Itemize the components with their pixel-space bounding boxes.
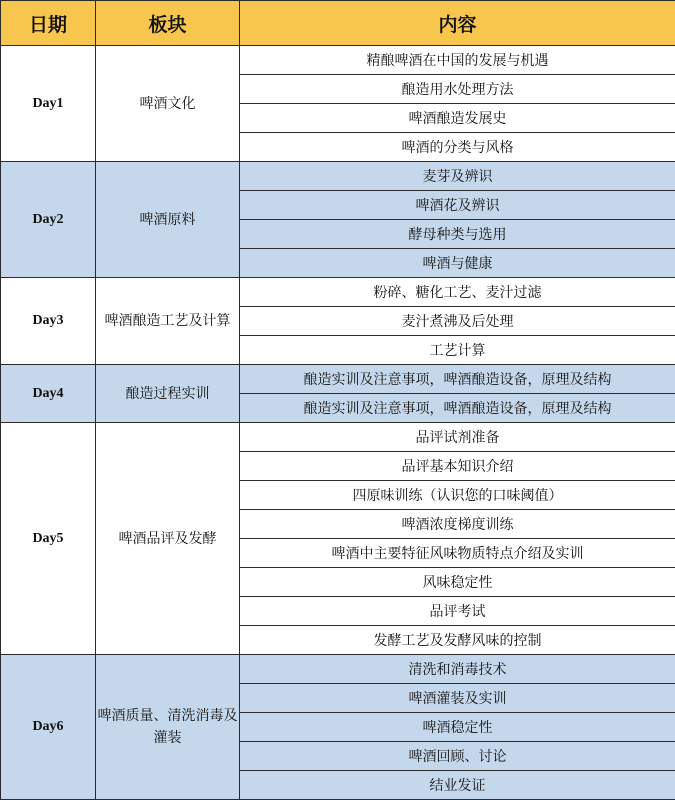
schedule-body	[1, 46, 675, 800]
content-item: 粉碎、糖化工艺、麦汁过滤	[240, 278, 675, 307]
content-item: 发酵工艺及发酵风味的控制	[240, 626, 675, 655]
table-row	[1, 278, 675, 307]
block-label: 啤酒质量、清洗消毒及灌装	[96, 655, 240, 800]
content-item: 麦芽及辨识	[240, 162, 675, 191]
header-row	[1, 1, 675, 46]
header-block: 板块	[96, 1, 240, 46]
content-item: 啤酒灌装及实训	[240, 684, 675, 713]
day-label: Day3	[1, 278, 96, 365]
content-item: 清洗和消毒技术	[240, 655, 675, 684]
content-item: 酿造用水处理方法	[240, 75, 675, 104]
day-label: Day1	[1, 46, 96, 162]
content-item: 结业发证	[240, 771, 675, 800]
content-item: 品评基本知识介绍	[240, 452, 675, 481]
content-item: 啤酒中主要特征风味物质特点介绍及实训	[240, 539, 675, 568]
content-item: 酿造实训及注意事项，啤酒酿造设备，原理及结构	[240, 365, 675, 394]
table-row	[1, 365, 675, 394]
content-item: 酵母种类与选用	[240, 220, 675, 249]
content-item: 精酿啤酒在中国的发展与机遇	[240, 46, 675, 75]
content-item: 啤酒酿造发展史	[240, 104, 675, 133]
content-item: 啤酒与健康	[240, 249, 675, 278]
block-label: 啤酒酿造工艺及计算	[96, 278, 240, 365]
content-item: 四原味训练（认识您的口味阈值）	[240, 481, 675, 510]
table-row	[1, 655, 675, 684]
content-item: 啤酒浓度梯度训练	[240, 510, 675, 539]
header-content: 内容	[240, 1, 675, 46]
content-item: 品评考试	[240, 597, 675, 626]
content-item: 啤酒回顾、讨论	[240, 742, 675, 771]
content-item: 啤酒花及辨识	[240, 191, 675, 220]
block-label: 啤酒品评及发酵	[96, 423, 240, 655]
table-row	[1, 162, 675, 191]
content-item: 酿造实训及注意事项，啤酒酿造设备，原理及结构	[240, 394, 675, 423]
day-label: Day5	[1, 423, 96, 655]
day-label: Day2	[1, 162, 96, 278]
block-label: 啤酒文化	[96, 46, 240, 162]
table-row	[1, 423, 675, 452]
block-label: 酿造过程实训	[96, 365, 240, 423]
content-item: 啤酒稳定性	[240, 713, 675, 742]
day-label: Day4	[1, 365, 96, 423]
content-item: 啤酒的分类与风格	[240, 133, 675, 162]
header-date: 日期	[1, 1, 96, 46]
block-label: 啤酒原料	[96, 162, 240, 278]
content-item: 风味稳定性	[240, 568, 675, 597]
content-item: 麦汁煮沸及后处理	[240, 307, 675, 336]
content-item: 工艺计算	[240, 336, 675, 365]
content-item: 品评试剂准备	[240, 423, 675, 452]
table-row	[1, 46, 675, 75]
day-label: Day6	[1, 655, 96, 800]
